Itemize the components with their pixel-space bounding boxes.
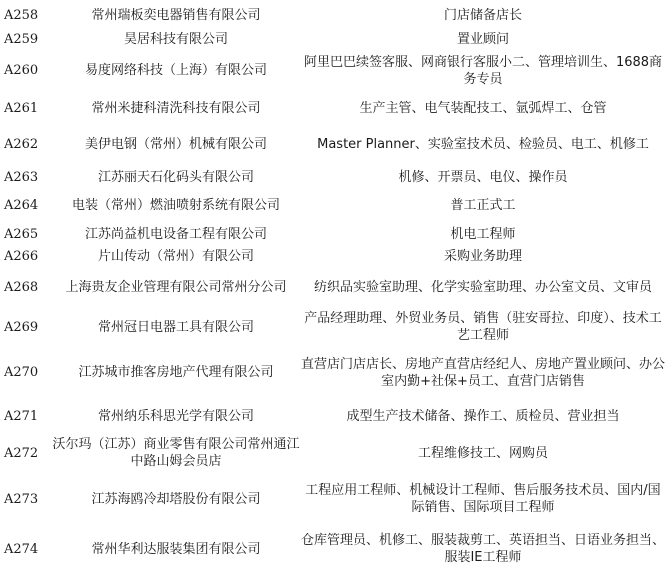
positions-cell [300,524,666,574]
company-name: 片山传动（常州）有限公司 [97,248,254,264]
positions-text: 直营店门店店长、房地产直营店经纪人、房地产置业顾问、办公室内勤+社保+员工、直营门店销售 [300,356,665,389]
company-name: 易度网络科技（上海）有限公司 [84,63,267,78]
positions-cell [300,123,666,165]
row-id: A262 [4,136,39,152]
company-name: 江苏城市推客房地产代理有限公司 [78,365,274,380]
row-id: A270 [4,365,39,380]
company-name: 沃尔玛（江苏）商业零售有限公司常州通江中路山姆会员店 [52,437,300,469]
positions-text: 生产主管、电气装配技工、氩弧焊工、仓管 [359,100,607,116]
company-cell [50,400,302,432]
positions-text: 普工正式工 [450,197,516,213]
positions-cell [300,432,666,474]
table-row [0,474,672,524]
row-id-cell [4,309,52,345]
positions-text: 置业顾问 [456,31,509,47]
positions-text: 仓库管理员、机修工、服装裁剪工、英语担当、日语业务担当、服装IE工程师 [300,533,665,565]
company-name: 江苏丽天石化码头有限公司 [97,169,254,185]
table-row [0,48,672,93]
positions-cell [300,309,666,345]
row-id: A272 [4,445,39,461]
table-row [0,165,672,189]
positions-cell [300,474,666,524]
table-row [0,524,672,574]
table-row [0,309,672,345]
positions-cell [300,247,666,265]
positions-text: 阿里巴巴续签客服、网商银行客服小二、管理培训生、1688商务专员 [303,54,663,87]
row-id: A271 [4,408,39,424]
positions-text: 纺织品实验室助理、化学实验室助理、办公室文员、文审员 [313,279,652,295]
positions-cell [300,221,666,247]
positions-text: 采购业务助理 [443,248,522,264]
positions-cell [300,265,666,309]
row-id: A269 [4,319,39,335]
company-cell [50,30,302,48]
row-id: A259 [4,31,39,47]
row-id-cell [4,432,52,474]
row-id-cell [4,524,52,574]
table-row [0,265,672,309]
company-cell [50,474,302,524]
row-id-cell [4,0,52,30]
row-id: A268 [4,279,39,295]
row-id-cell [4,345,52,400]
company-cell [50,93,302,123]
row-id-cell [4,474,52,524]
company-name: 江苏海鸥冷却塔股份有限公司 [91,491,261,507]
row-id: A274 [4,541,39,557]
table-row [0,93,672,123]
positions-cell [300,30,666,48]
row-id: A260 [4,63,39,78]
row-id-cell [4,30,52,48]
row-id-cell [4,400,52,432]
company-cell [50,524,302,574]
table-row [0,123,672,165]
company-cell [50,189,302,221]
positions-cell [300,165,666,189]
row-id-cell [4,93,52,123]
table-row [0,345,672,400]
company-name: 常州冠日电器工具有限公司 [97,319,254,335]
row-id-cell [4,189,52,221]
positions-cell [300,400,666,432]
company-cell [50,247,302,265]
row-id: A266 [4,248,39,264]
row-id-cell [4,48,52,93]
company-name: 江苏尚益机电设备工程有限公司 [84,226,267,242]
row-id-cell [4,265,52,309]
row-id-cell [4,165,52,189]
company-name: 常州华利达服装集团有限公司 [91,541,261,557]
table-row [0,30,672,48]
company-cell [50,432,302,474]
positions-text: 工程应用工程师、机械设计工程师、售后服务技术员、国内/国际销售、国际项目工程师 [305,483,661,515]
company-cell [50,309,302,345]
table-row [0,400,672,432]
row-id: A265 [4,226,39,242]
table-row [0,432,672,474]
positions-text: 成型生产技术储备、操作工、质检员、营业担当 [346,408,620,424]
positions-cell [300,345,666,400]
table-row [0,221,672,247]
positions-cell [300,93,666,123]
company-cell [50,123,302,165]
positions-cell [300,48,666,93]
positions-cell [300,0,666,30]
row-id-cell [4,221,52,247]
positions-text: 工程维修技工、网购员 [417,445,548,461]
company-name: 常州纳乐科思光学有限公司 [97,408,254,424]
company-name: 电装（常州）燃油喷射系统有限公司 [71,197,280,213]
company-cell [50,221,302,247]
row-id: A263 [4,169,39,185]
company-name: 昊居科技有限公司 [123,31,228,47]
company-name: 美伊电钢（常州）机械有限公司 [84,136,267,152]
company-cell [50,48,302,93]
positions-text: 产品经理助理、外贸业务员、销售（驻安哥拉、印度）、技术工艺工程师 [304,311,662,343]
positions-text: Master Planner、实验室技术员、检验员、电工、机修工 [317,136,649,152]
row-id: A258 [4,7,39,23]
table-row [0,0,672,30]
positions-cell [300,189,666,221]
row-id-cell [4,123,52,165]
positions-text: 门店储备店长 [443,7,522,23]
row-id: A261 [4,100,39,116]
row-id-cell [4,247,52,265]
table-row [0,247,672,265]
company-name: 常州米捷科清洗科技有限公司 [91,100,261,116]
row-id: A273 [4,491,39,507]
positions-text: 机修、开票员、电仪、操作员 [398,169,568,185]
company-cell [50,345,302,400]
table-row [0,189,672,221]
positions-text: 机电工程师 [450,226,516,242]
company-name: 常州瑞板奕电器销售有限公司 [91,7,261,23]
row-id: A264 [4,197,39,213]
company-cell [50,265,302,309]
company-name: 上海贵友企业管理有限公司常州分公司 [65,279,287,295]
company-cell [50,0,302,30]
company-cell [50,165,302,189]
